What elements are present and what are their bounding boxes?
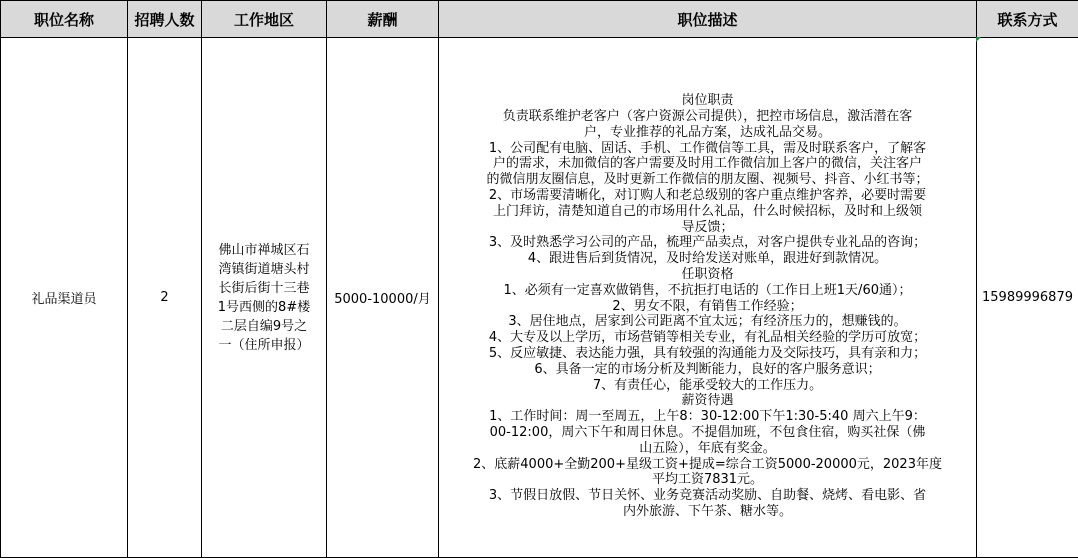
description-line: 1、必须有一定喜欢做销售，不抗拒打电话的（工作日上班1天/60通）； [503,282,912,298]
description-line: 岗位职责 [681,93,734,109]
description-line: 平均工资7831元。 [651,472,764,488]
cell-comment-marker [976,37,981,42]
description-line: 薪资待遇 [681,393,734,409]
description-line: 2、男女不限，有销售工作经验； [612,298,803,314]
description-line: 2、底薪4000+全勤200+星级工资+提成=综合工资5000-20000元，2023年度 [473,456,942,472]
position-cell: 礼品渠道员 [1,38,128,558]
location-line: 1号西侧的8#楼 [217,299,311,315]
header-contact: 联系方式 [977,1,1078,38]
count-cell: 2 [128,38,202,558]
header-position: 职位名称 [1,1,128,38]
location-line: 二层自编9号之 [220,318,308,334]
header-salary: 薪酬 [327,1,439,38]
salary-cell: 5000-10000/月 [327,38,439,558]
contact-phone: 15989996879 [982,290,1073,305]
description-line: 3、节假日放假、节日关怀、业务竞赛活动奖励、自助餐、烧烤、看电影、省 [488,488,927,504]
contact-cell [977,38,1078,558]
header-count: 招聘人数 [128,1,202,38]
location-cell [202,38,327,558]
description-line: 4、跟进售后到货情况，及时给发送对账单，跟进好到款情况。 [527,251,888,267]
description-line: 内外旅游、下午茶、糖水等。 [622,503,792,519]
description-line: 6、具备一定的市场分析及判断能力，良好的客户服务意识； [534,361,881,377]
description-line: 1、工作时间：周一至周五，上午8：30-12:00下午1:30-5:40 周六上午9： [489,409,926,425]
location-line: 长街后街十三巷 [218,280,310,296]
description-line: 3、及时熟悉学习公司的产品，梳理产品卖点，对客户提供专业礼品的咨询； [488,235,927,251]
table-row [1,38,1078,558]
description-line: 户，专业推荐的礼品方案，达成礼品交易。 [583,124,831,140]
description-line: 导反馈； [681,219,734,235]
description-line: 1、公司配有电脑、固话、手机、工作微信等工具，需及时联系客户，了解客 [488,140,927,156]
location-line: 一（住所申报） [218,337,310,353]
description-line: 00-12:00，周六下午和周日休息。不提倡加班，不包食住宿，购买社保（佛 [489,424,926,440]
description-line: 负责联系维护老客户（客户资源公司提供），把控市场信息，激活潜在客 [502,109,913,125]
location-line: 湾镇街道塘头村 [218,261,310,277]
location-line: 佛山市禅城区石 [218,242,310,258]
description-line: 3、居住地点，居家到公司距离不宜太远；有经济压力的，想赚钱的。 [508,314,907,330]
description-line: 的微信朋友圈信息，及时更新工作微信的朋友圈、视频号、抖音、小红书等； [486,172,929,188]
description-line: 山五险），年底有奖金。 [639,440,776,456]
description-line: 7、有责任心，能承受较大的工作压力。 [592,377,823,393]
description-line: 4、大专及以上学历，市场营销等相关专业，有礼品相关经验的学历可放宽； [488,330,927,346]
description-line: 户的需求，未加微信的客户需要及时用工作微信加上客户的微信，关注客户 [492,156,922,172]
description-cell [439,38,977,558]
description-line: 任职资格 [681,267,734,282]
description-line: 5、反应敏捷、表达能力强，具有较强的沟通能力及交际技巧，具有亲和力； [488,345,927,361]
description-line: 上门拜访，清楚知道自己的市场用什么礼品，什么时候招标，及时和上级领 [492,203,922,219]
header-location: 工作地区 [202,1,327,38]
header-description: 职位描述 [439,1,977,38]
description-line: 2、市场需要清晰化，对订购人和老总级别的客户重点维护客养，必要时需要 [488,188,927,204]
header-row [1,1,1078,38]
